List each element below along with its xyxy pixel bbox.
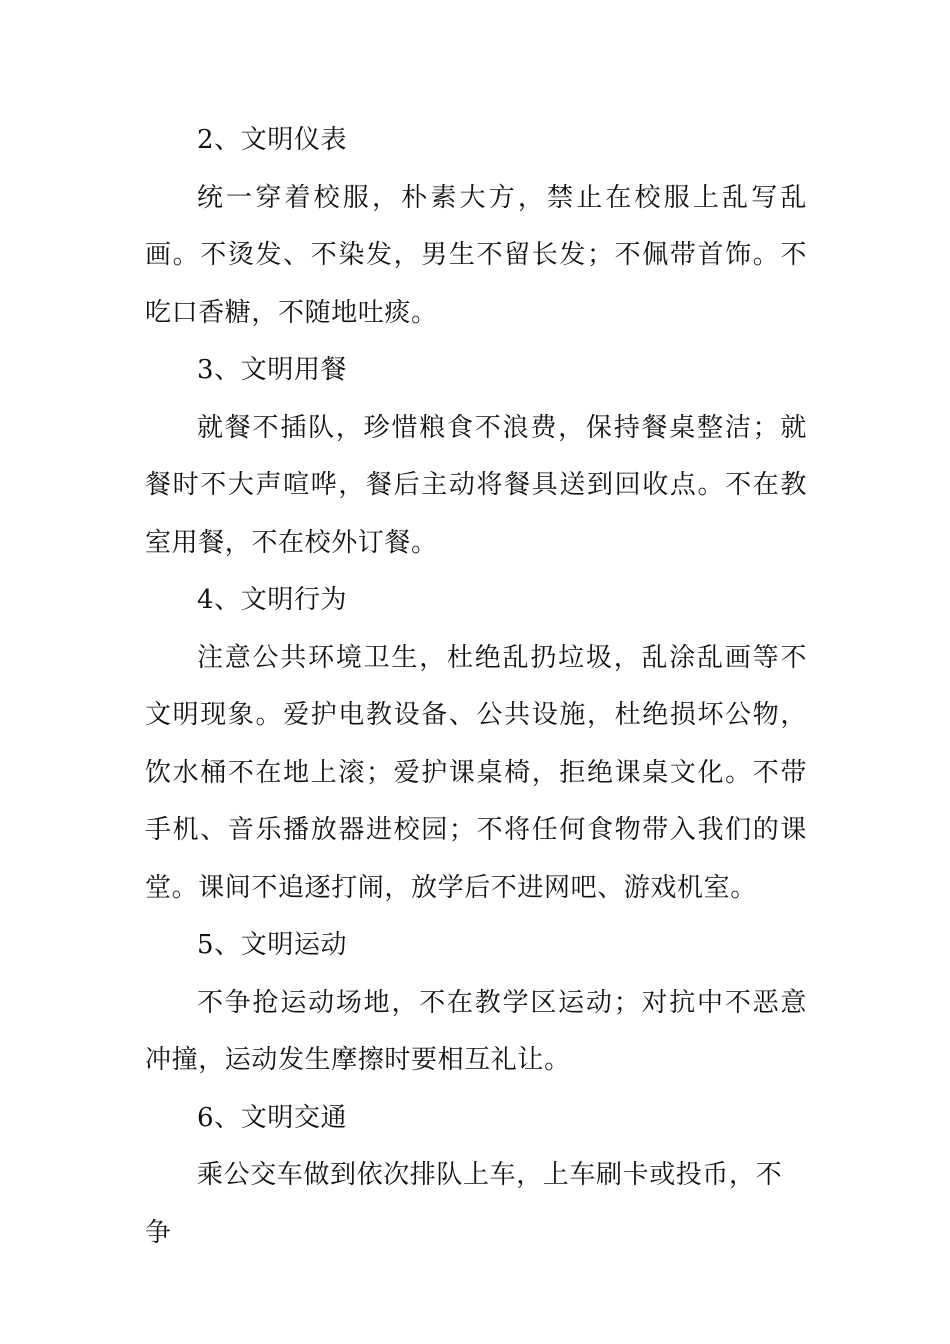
section-body-behavior: 注意公共环境卫生，杜绝乱扔垃圾，乱涂乱画等不文明现象。爱护电教设备、公共设施，杜绝损坏公物，饮水桶不在地上滚；爱护课桌椅，拒绝课桌文化。不带手机、音乐播放器进校园；不将任何食物带入我们的课堂。课间不追逐打闹，放学后不进网吧、游戏机室。 [145, 642, 807, 903]
section-heading-sports: 5、文明运动 [197, 930, 348, 960]
section-heading-behavior: 4、文明行为 [197, 585, 348, 615]
section-heading-dining: 3、文明用餐 [197, 355, 348, 385]
document-body [145, 112, 807, 1262]
section-body-appearance: 统一穿着校服，朴素大方，禁止在校服上乱写乱画。不烫发、不染发，男生不留长发；不佩带首饰。不吃口香糖，不随地吐痰。 [145, 182, 807, 328]
section-body-sports: 不争抢运动场地，不在教学区运动；对抗中不恶意冲撞，运动发生摩擦时要相互礼让。 [145, 987, 807, 1075]
section-heading-appearance: 2、文明仪表 [197, 125, 348, 155]
section-body-traffic: 乘公交车做到依次排队上车，上车刷卡或投币，不争 [145, 1160, 783, 1248]
section-heading-traffic: 6、文明交通 [197, 1102, 348, 1133]
section-body-dining: 就餐不插队，珍惜粮食不浪费，保持餐桌整洁；就餐时不大声喧哗，餐后主动将餐具送到回收点。不在教室用餐，不在校外订餐。 [145, 412, 807, 558]
